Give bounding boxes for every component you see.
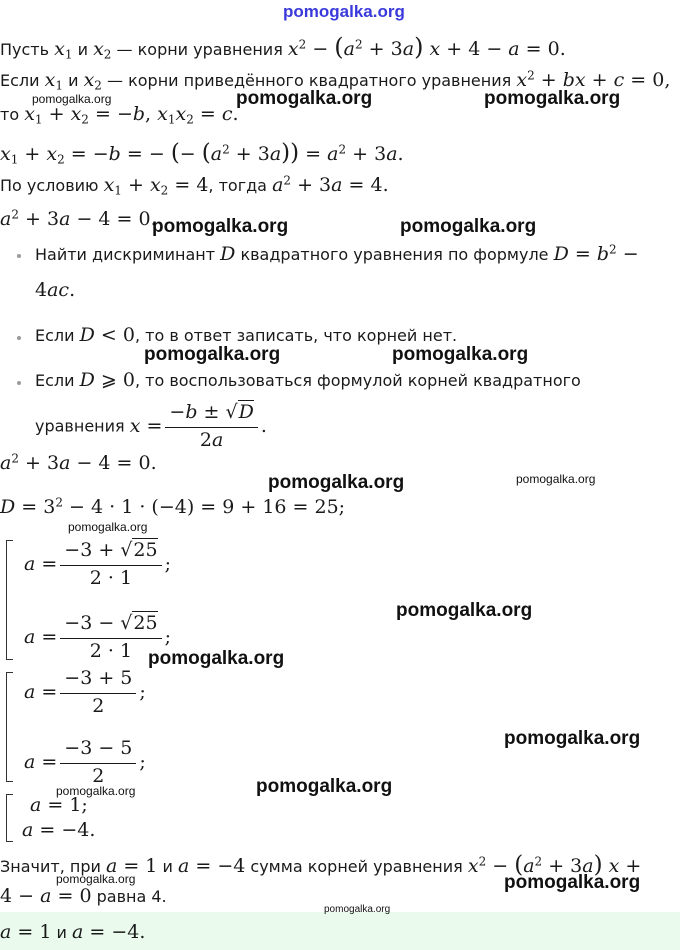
watermark: pomogalka.org [268,472,405,493]
math: a = 1 [0,921,52,943]
bullet-icon [17,336,21,340]
watermark: pomogalka.org [32,92,112,106]
text-line-5 [0,175,389,197]
text: — корни уравнения [111,40,288,59]
bullet-icon [17,254,21,258]
math: $D = b^2$ − [553,242,639,265]
text: Значит, при [0,857,106,876]
math: $x^2$ + bx + c = 0, [516,68,671,91]
math: $x_2$ [93,38,112,62]
watermark: pomogalka.org [68,520,148,534]
root-2-value: a = −4. [22,819,96,841]
math: $x^2 - (a^2 + 3a) x + 4 - a = 0$. [287,33,566,61]
watermark: pomogalka.org [152,216,289,237]
bullet-text-3 [35,370,581,392]
answer-text [0,922,145,944]
text: Если [35,371,80,390]
watermark: pomogalka.org [236,88,373,109]
text: Если [35,326,80,345]
math: 4 − a = 0 [0,885,92,907]
watermark: pomogalka.org [144,344,281,365]
system-bracket [6,540,13,660]
equation-sum: $x_1 + x_2 = -b$ = − (− $(a^2 + 3a)) = a^2 + 3a$. [0,140,404,167]
math: D ⩾ 0 [79,369,135,391]
text: , то в ответ записать, что корней нет. [134,326,458,345]
math: $x_1$ [54,38,73,62]
text: равна 4. [91,887,167,906]
text-line-3 [0,104,239,126]
equation-quadratic: $a^2 + 3a - 4 = 0$. [0,207,157,230]
math: $x^2 - (a^2 + 3a) x$ + [467,852,642,878]
site-header-logo[interactable]: pomogalka.org [283,2,405,21]
equation-discriminant: $D = 3^2 - 4 \cdot 1 \cdot (-4) = 9 + 16 = 25$; [0,495,346,518]
conclusion-line-2 [0,886,167,908]
bullet-icon [17,381,21,385]
text: и [72,40,94,59]
watermark: pomogalka.org [504,728,641,749]
root-2-formula: a = $\frac{-3 - √25}{2 \cdot 1}$ ; [24,612,172,662]
watermark: pomogalka.org [256,776,393,797]
watermark: pomogalka.org [324,904,391,915]
watermark: pomogalka.org [56,784,136,798]
equation-quadratic-2: $a^2 + 3a - 4 = 0$. [0,451,157,474]
root-1-value: a = 1; [30,794,88,816]
text: , то воспользоваться формулой корней квадратного [134,371,581,390]
text: Пусть [0,40,55,59]
system-bracket [6,794,13,842]
watermark: pomogalka.org [484,88,621,109]
text: Если [0,71,45,90]
root-1-simplified: a = $\frac{-3 + 5}{2}$ ; [24,667,146,717]
watermark: pomogalka.org [400,216,537,237]
system-bracket [6,672,13,782]
text: уравнения [35,416,130,436]
watermark: pomogalka.org [148,648,285,669]
text: и [51,923,73,942]
bullet-text-1 [35,244,639,266]
text: то [0,105,25,124]
watermark: pomogalka.org [516,472,596,486]
text-line-1 [0,34,566,62]
watermark: pomogalka.org [396,600,533,621]
root-formula: $\frac{-b \pm √D}{2a}$ [165,402,257,452]
watermark: pomogalka.org [504,872,641,893]
math: $x_1 + x_2 = 4$ [103,174,209,198]
bullet-text-1-cont: 4ac. [35,279,76,301]
text: Найти дискриминант [35,245,221,264]
math: x = [129,414,163,437]
math: $a^2 + 3a = 4$. [272,173,389,196]
text: По условию [0,176,104,195]
root-2-simplified: a = $\frac{-3 - 5}{2}$ ; [24,737,146,787]
math: D < 0 [79,324,135,346]
bullet-text-3-cont: уравнения x = $\frac{-b \pm √D}{2a}$ . [35,401,267,451]
text: , тогда [208,176,273,195]
text: и [62,71,84,90]
math: a = −4 [177,855,246,877]
text: сумма корней уравнения [245,857,468,876]
math: $x_1$ [44,69,63,93]
text: — корни приведённого квадратного уравнения [101,71,517,90]
math: a = 1 [105,855,158,877]
math: $x_1 + x_2 = -b$, $x_1x_2 = c$. [24,103,239,127]
root-1-formula: a = $\frac{-3 + √25}{2 \cdot 1}$ ; [24,539,172,589]
watermark: pomogalka.org [56,872,136,886]
text: и [157,857,178,876]
math: $x_2$ [83,69,102,93]
watermark: pomogalka.org [392,344,529,365]
math: a = −4. [72,921,146,943]
math: D [220,243,236,265]
text: квадратного уравнения по формуле [235,245,554,264]
